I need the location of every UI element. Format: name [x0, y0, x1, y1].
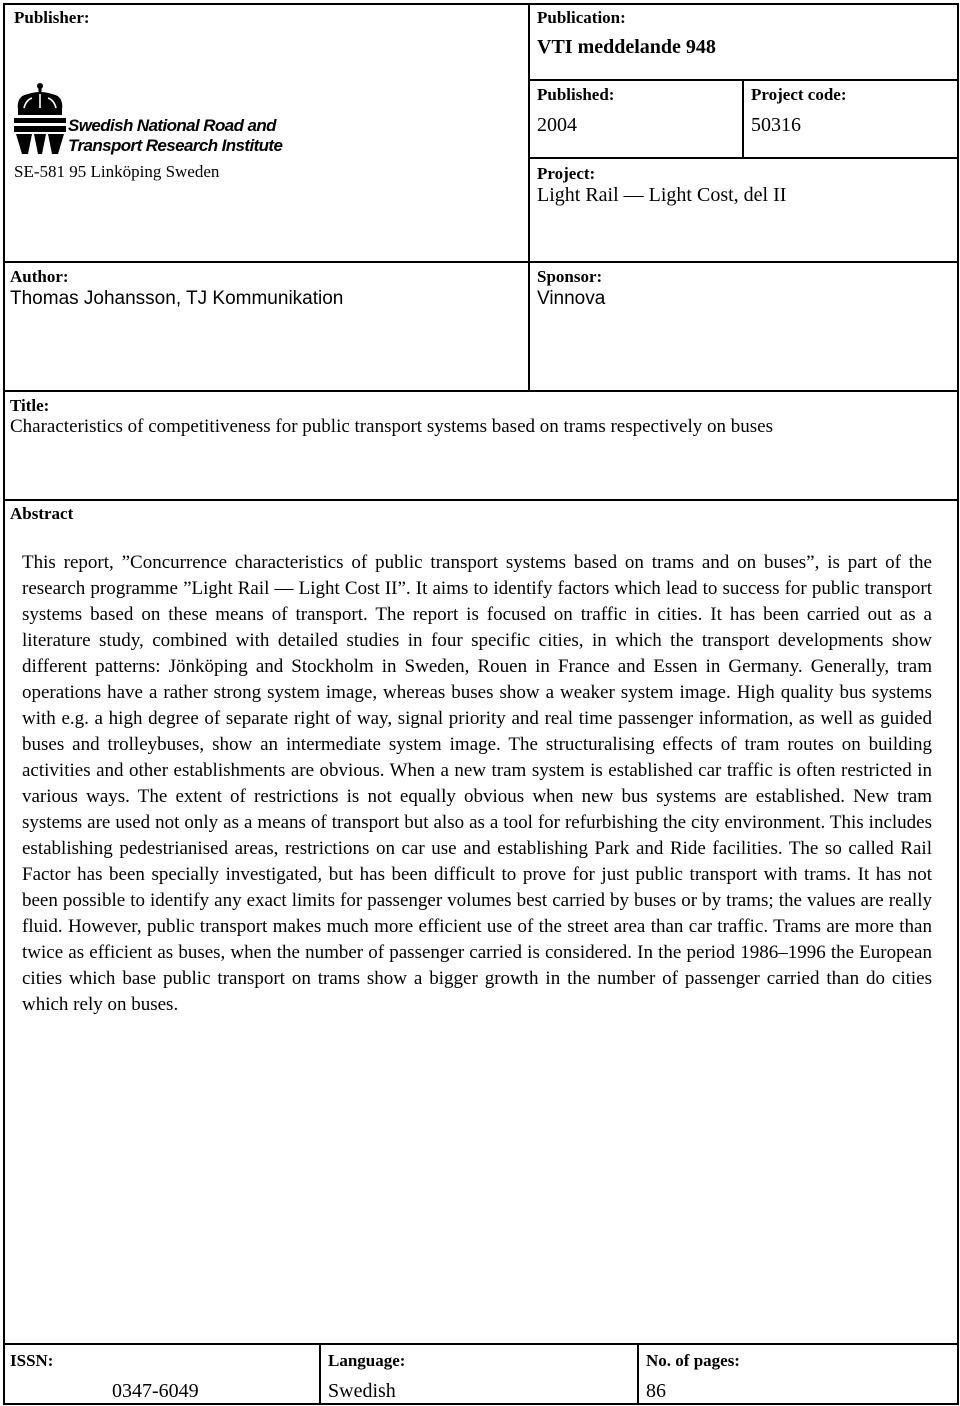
project-value: Light Rail — Light Cost, del II: [537, 184, 787, 206]
publication-value: VTI meddelande 948: [537, 36, 716, 58]
sponsor-label: Sponsor:: [537, 267, 603, 286]
author-divider: [528, 261, 530, 392]
abstract-label: Abstract: [10, 504, 74, 523]
issn-label: ISSN:: [10, 1351, 54, 1370]
language-value: Swedish: [328, 1380, 396, 1402]
issn-value: 0347-6049: [112, 1380, 199, 1402]
logo-text-line1: Swedish National Road and: [68, 116, 276, 135]
sponsor-value: Vinnova: [537, 288, 606, 309]
author-value: Thomas Johansson, TJ Kommunikation: [10, 288, 344, 309]
footer-divider-2: [637, 1343, 639, 1405]
publication-label: Publication:: [537, 8, 626, 27]
crown-icon: [12, 82, 68, 156]
title-label: Title:: [10, 396, 50, 415]
publisher-address: SE-581 95 Linköping Sweden: [14, 162, 220, 181]
language-label: Language:: [328, 1351, 406, 1370]
published-value: 2004: [537, 114, 577, 136]
title-block: [3, 390, 959, 501]
abstract-text: This report, ”Concurrence characteristics of public transport systems based on trams and on buses”, is part of the research programme ”Light Rail — Light Cost II”. It aims to identify factors which lead to success for public transport systems based on these means of transport. The report is focused on traffic in cities. It has been carried out as a literature study, combined with detailed studies in four specific cities, in which the transport developments show different patterns: Jönköping and Stockholm in Sweden, Rouen in France and Essen in Germany. Generally, tram operations have a rather strong system image, whereas buses show a weaker system image. High quality bus systems with e.g. a high degree of separate right of way, signal priority and real time passenger information, as well as guided buses and trolleybuses, show an intermediate system image. The structuralising effects of tram routes on building activities and other establishments are obvious. When a new tram system is established car traffic is often restricted in various ways. The extent of restrictions is not equally obvious when new bus systems are established. New tram systems are used not only as a means of transport but also as a tool for refurbishing the city environment. This includes establishing pedestrianised areas, restrictions on car use and establishing Park and Ride facilities. The so called Rail Factor has been specially investigated, but has been difficult to prove for just public transport with trams. It has not been possible to identify any exact limits for passenger volumes best carried by buses or by trams; the values are really fluid. However, public transport makes much more efficient use of the street area than car traffic. Trams are more than twice as efficient as buses, when the number of passenger carried is considered. In the period 1986–1996 the European cities which base public transport on trams show a bigger growth in the number of passenger carried than do cities which rely on buses.: [22, 552, 932, 1015]
footer-divider-1: [319, 1343, 321, 1405]
publisher-label: Publisher:: [14, 8, 90, 27]
pages-label: No. of pages:: [646, 1351, 740, 1370]
title-value: Characteristics of competitiveness for public transport systems based on trams respectively on buses: [10, 416, 773, 437]
published-label: Published:: [537, 85, 615, 104]
project-code-label: Project code:: [751, 85, 847, 104]
pages-value: 86: [646, 1380, 666, 1402]
project-label: Project:: [537, 164, 596, 183]
author-label: Author:: [10, 267, 69, 286]
author-sponsor-block: [3, 261, 959, 392]
project-code-divider: [742, 79, 744, 159]
logo-text-line2: Transport Research Institute: [68, 136, 283, 155]
vti-logo: [12, 82, 302, 156]
project-code-value: 50316: [751, 114, 801, 136]
header-divider: [528, 3, 530, 263]
